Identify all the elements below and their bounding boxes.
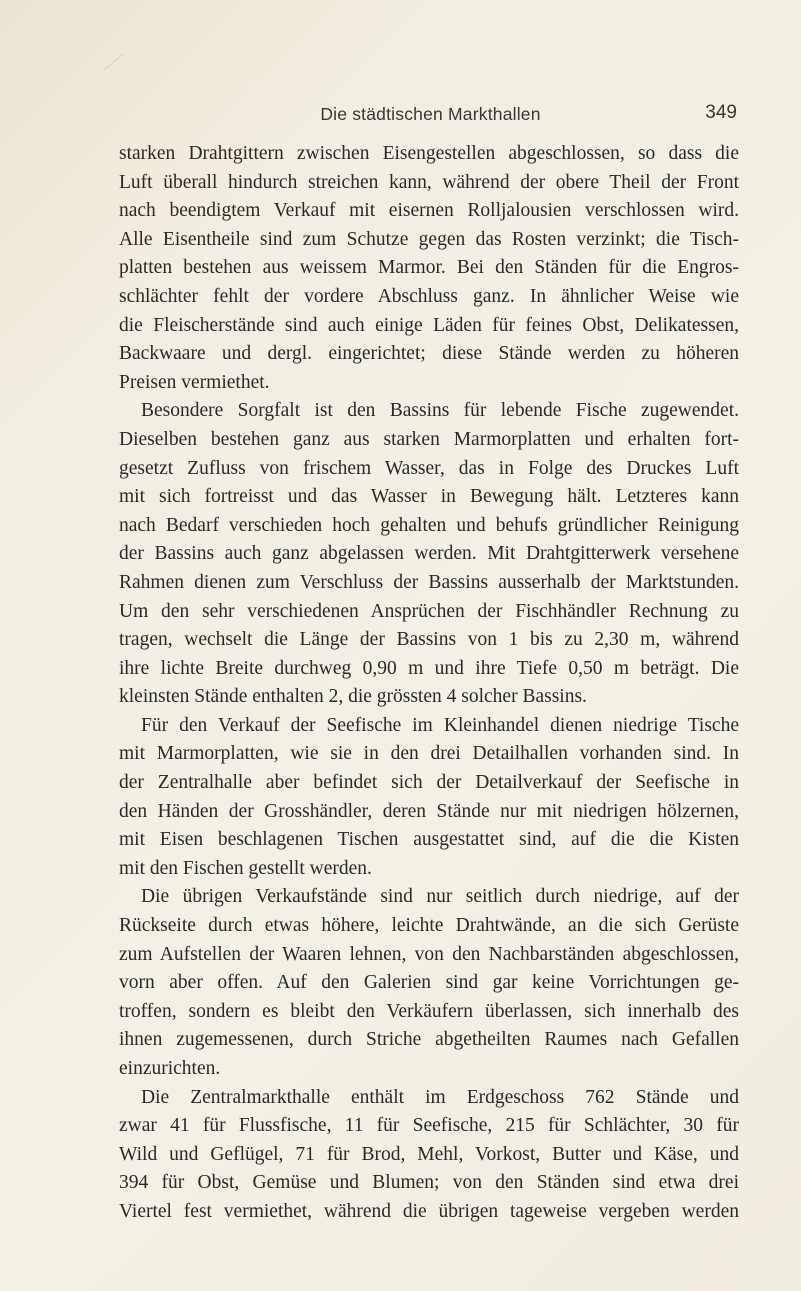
text-line: gesetzt Zufluss von frischem Wasser, das in Folge des Druckes Luft [119, 457, 739, 479]
text-line: nach Bedarf verschieden hoch gehalten und behufs gründlicher Reinigung [119, 514, 739, 536]
text-line: mit sich fortreisst und das Wasser in Bewegung hält. Letzteres kann [119, 486, 739, 508]
text-line: Die Zentralmarkthalle enthält im Erdgeschoss 762 Stände und [141, 1086, 739, 1108]
text-line: schlächter fehlt der vordere Abschluss ganz. In ähnlicher Weise wie [119, 285, 739, 307]
text-line: Wild und Geflügel, 71 für Brod, Mehl, Vorkost, Butter und Käse, und [119, 1143, 739, 1165]
text-line: Besondere Sorgfalt ist den Bassins für lebende Fische zugewendet. [141, 400, 739, 422]
text-line: Die übrigen Verkaufstände sind nur seitlich durch niedrige, auf der [141, 886, 739, 908]
text-line: Um den sehr verschiedenen Ansprüchen der Fischhändler Rechnung zu [119, 600, 739, 622]
text-line: die Fleischerstände sind auch einige Läden für feines Obst, Delikatessen, [119, 314, 739, 336]
paragraph [119, 1084, 739, 1227]
text-line: Dieselben bestehen ganz aus starken Marmorplatten und erhalten fort- [119, 428, 739, 450]
paragraph [119, 397, 739, 712]
text-line: mit Marmorplatten, wie sie in den drei Detailhallen vorhanden sind. In [119, 743, 739, 765]
text-line: Viertel fest vermiethet, während die übrigen tageweise vergeben werden [119, 1200, 739, 1222]
text-line: ihnen zugemessenen, durch Striche abgetheilten Raumes nach Gefallen [119, 1029, 739, 1051]
text-line: Für den Verkauf der Seefische im Kleinhandel dienen niedrige Tische [141, 714, 739, 736]
text-line: vorn aber offen. Auf den Galerien sind gar keine Vorrichtungen ge- [119, 972, 739, 994]
paper-mark [103, 54, 124, 71]
text-line: der Bassins auch ganz abgelassen werden. Mit Drahtgitterwerk versehene [119, 543, 739, 565]
text-line: tragen, wechselt die Länge der Bassins von 1 bis zu 2,30 m, während [119, 629, 739, 651]
running-title: Die städtischen Markthallen [320, 104, 541, 124]
text-line: platten bestehen aus weissem Marmor. Bei den Ständen für die Engros- [119, 257, 739, 279]
text-line: ihre lichte Breite durchweg 0,90 m und ihre Tiefe 0,50 m beträgt. Die [119, 657, 739, 679]
text-line: der Zentralhalle aber befindet sich der Detailverkauf der Seefische in [119, 772, 739, 794]
text-line: mit Eisen beschlagenen Tischen ausgestattet sind, auf die die Kisten [119, 829, 739, 851]
text-line: Preisen vermiethet. [119, 371, 270, 393]
paragraph [119, 140, 739, 397]
text-line: Luft überall hindurch streichen kann, während der obere Theil der Front [119, 171, 739, 193]
text-line: Alle Eisentheile sind zum Schutze gegen das Rosten verzinkt; die Tisch- [119, 228, 739, 250]
body-text [119, 140, 739, 1227]
text-line: kleinsten Stände enthalten 2, die grössten 4 solcher Bassins. [119, 686, 587, 708]
text-line: zwar 41 für Flussfische, 11 für Seefische, 215 für Schlächter, 30 für [119, 1115, 739, 1137]
text-line: mit den Fischen gestellt werden. [119, 857, 372, 879]
page-header [122, 100, 739, 130]
paragraph [119, 712, 739, 884]
text-line: Rückseite durch etwas höhere, leichte Drahtwände, an die sich Gerüste [119, 915, 739, 937]
text-line: einzurichten. [119, 1058, 221, 1079]
text-line: nach beendigtem Verkauf mit eisernen Rolljalousien verschlossen wird. [119, 200, 739, 222]
text-line: troffen, sondern es bleibt den Verkäufern überlassen, sich innerhalb des [119, 1000, 739, 1022]
text-line: Backwaare und dergl. eingerichtet; diese Stände werden zu höheren [119, 343, 739, 365]
text-line: starken Drahtgittern zwischen Eisengestellen abgeschlossen, so dass die [119, 143, 739, 164]
text-line: den Händen der Grosshändler, deren Stände nur mit niedrigen hölzernen, [119, 800, 739, 822]
page-number: 349 [705, 102, 737, 123]
text-line: 394 für Obst, Gemüse und Blumen; von den Ständen sind etwa drei [119, 1172, 739, 1194]
text-line: Rahmen dienen zum Verschluss der Bassins ausserhalb der Marktstunden. [119, 571, 739, 593]
text-line: zum Aufstellen der Waaren lehnen, von den Nachbarständen abgeschlossen, [119, 943, 739, 965]
paragraph [119, 883, 739, 1083]
